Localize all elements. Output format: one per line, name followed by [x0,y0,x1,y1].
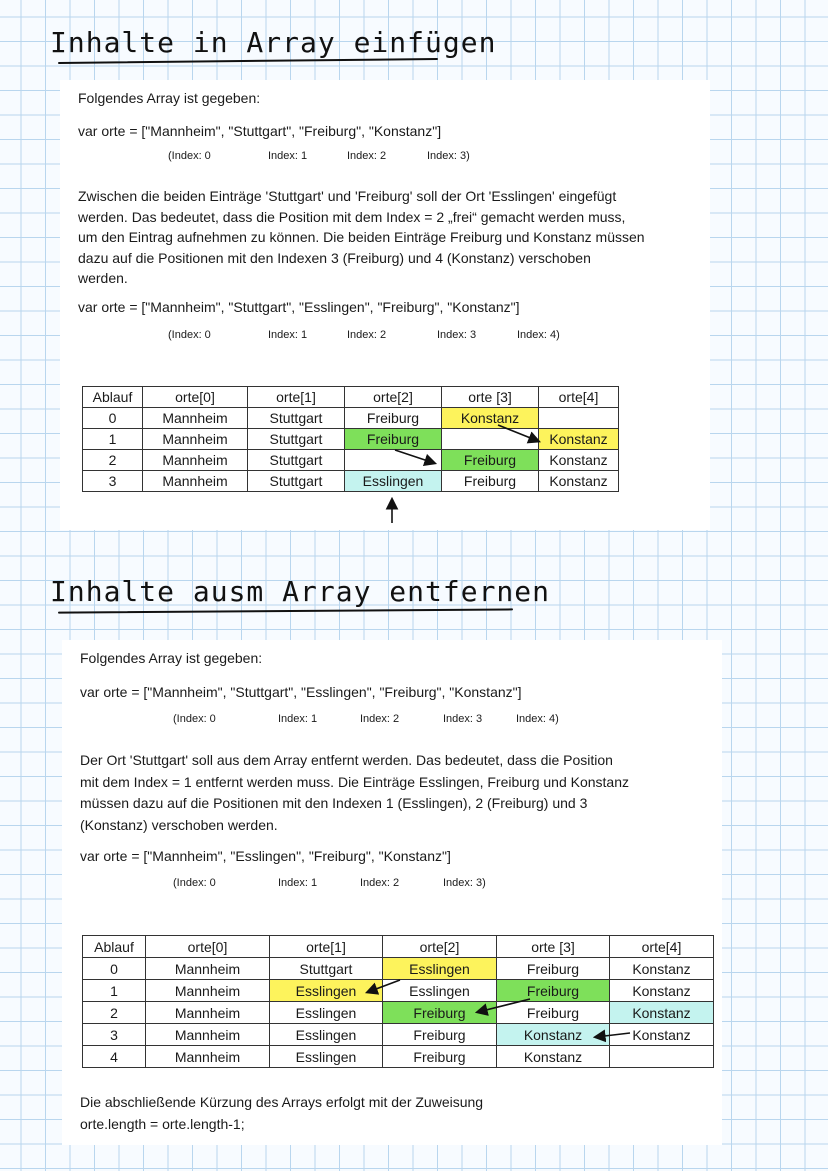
paragraph-line: werden. [78,270,128,286]
table-header-cell: orte[0] [143,387,248,408]
table-cell: Mannheim [146,1024,270,1046]
table-cell: 2 [83,1002,146,1024]
table-cell: Stuttgart [270,958,383,980]
table-header-cell: orte[2] [345,387,442,408]
table-header-cell: orte[1] [248,387,345,408]
table-cell-highlight: Freiburg [497,980,610,1002]
paragraph-line: mit dem Index = 1 entfernt werden muss. Die Einträge Esslingen, Freiburg und Konstanz [80,773,630,790]
table-cell: Mannheim [143,471,248,492]
section1-index-label: (Index: 0 [168,329,211,341]
section1-index-label: Index: 3 [437,329,477,341]
table-cell: 0 [83,958,146,980]
section2-index-label: (Index: 0 [173,877,216,889]
table-header-cell: orte[4] [610,936,714,958]
table-cell: 1 [83,980,146,1002]
section1-index-label: Index: 2 [347,150,387,162]
table-cell: Mannheim [143,450,248,471]
table-header-cell: orte [3] [442,387,539,408]
section2-index-label: Index: 1 [278,713,318,725]
table-cell: 3 [83,471,143,492]
move-arrow-icon [368,980,400,992]
section2-intro: Folgendes Array ist gegeben: [80,650,263,666]
section2-code2: var orte = ["Mannheim", "Esslingen", "Freiburg", "Konstanz"] [80,848,451,864]
table-cell: Mannheim [143,429,248,450]
table-cell-highlight: Konstanz [610,1002,714,1024]
table-cell-highlight: Konstanz [539,429,619,450]
section1-index-label: Index: 1 [268,329,308,341]
table-cell-highlight: Freiburg [442,450,539,471]
table-cell: Konstanz [497,1046,610,1068]
table-cell-highlight: Konstanz [442,408,539,429]
section1-code1: var orte = ["Mannheim", "Stuttgart", "Freiburg", "Konstanz"] [78,123,442,139]
table-cell: Mannheim [143,408,248,429]
table-cell: Esslingen [270,1002,383,1024]
paragraph-line: Zwischen die beiden Einträge 'Stuttgart' und 'Freiburg' soll der Ort 'Esslingen' eingefügt [78,188,617,204]
table-cell: 2 [83,450,143,471]
section1-intro: Folgendes Array ist gegeben: [78,90,261,106]
table-cell: Mannheim [146,958,270,980]
table-cell: Freiburg [497,958,610,980]
section1-index-label: Index: 2 [347,329,387,341]
table-cell-highlight: Freiburg [345,429,442,450]
paragraph-line: (Konstanz) verschoben werden. [80,816,278,833]
section1-index-label: Index: 1 [268,150,308,162]
table-cell: Esslingen [270,1046,383,1068]
paragraph-line: werden. Das bedeutet, dass die Position mit dem Index = 2 „frei“ gemacht werden muss, [78,208,626,225]
section2-heading: Inhalte ausm Array entfernen [50,575,551,608]
paragraph-line: dazu auf die Positionen mit den Indexen 3 (Freiburg) und 4 (Konstanz) verschoben [78,249,591,266]
table-cell: Freiburg [497,1002,610,1024]
table-cell: Stuttgart [248,408,345,429]
table-cell: Freiburg [383,1024,497,1046]
move-arrow-icon [596,1033,630,1037]
table-cell: 3 [83,1024,146,1046]
table-header-cell: orte[2] [383,936,497,958]
table-cell: Konstanz [610,958,714,980]
table-cell: Stuttgart [248,471,345,492]
table-cell: Freiburg [383,1046,497,1068]
table-cell: 4 [83,1046,146,1068]
table-cell: Mannheim [146,1046,270,1068]
table-cell: Konstanz [539,471,619,492]
section2-index-label: Index: 2 [360,713,400,725]
section1-index-label: Index: 3) [427,150,470,162]
table-cell-highlight: Esslingen [345,471,442,492]
table-header-cell: orte [3] [497,936,610,958]
move-arrow-icon [478,999,530,1012]
table-cell: Stuttgart [248,450,345,471]
table-cell: Esslingen [383,980,497,1002]
table-header-cell: orte[1] [270,936,383,958]
paragraph-line: Der Ort 'Stuttgart' soll aus dem Array entfernt werden. Das bedeutet, dass die Position [80,752,613,768]
section2-footer-line2: orte.length = orte.length-1; [80,1116,245,1132]
section2-index-label: (Index: 0 [173,713,216,725]
table-cell: Esslingen [270,1024,383,1046]
table-cell-highlight: Freiburg [383,1002,497,1024]
table-header-cell: Ablauf [83,936,146,958]
table-cell: Konstanz [610,1024,714,1046]
table-cell: Mannheim [146,980,270,1002]
section2-index-label: Index: 3 [443,713,483,725]
table-header-cell: orte[4] [539,387,619,408]
section1-index-label: (Index: 0 [168,150,211,162]
table-cell-highlight: Konstanz [497,1024,610,1046]
table-cell: Konstanz [539,450,619,471]
section2-index-label: Index: 2 [360,877,400,889]
table-header-cell: orte[0] [146,936,270,958]
paragraph-line: müssen dazu auf die Positionen mit den Indexen 1 (Esslingen), 2 (Freiburg) und 3 [80,795,588,811]
section2-index-label: Index: 4) [516,713,559,725]
section2-index-label: Index: 3) [443,877,486,889]
table-cell-highlight: Esslingen [270,980,383,1002]
table-header-cell: Ablauf [83,387,143,408]
table-cell: Konstanz [610,980,714,1002]
table-cell: 1 [83,429,143,450]
section2-index-label: Index: 1 [278,877,318,889]
section2-code1: var orte = ["Mannheim", "Stuttgart", "Esslingen", "Freiburg", "Konstanz"] [80,684,522,700]
section1-index-label: Index: 4) [517,329,560,341]
paragraph-line: um den Eintrag aufnehmen zu können. Die beiden Einträge Freiburg und Konstanz müssen [78,229,645,245]
section2-footer-line1: Die abschließende Kürzung des Arrays erfolgt mit der Zuweisung [80,1094,484,1110]
table-cell: Mannheim [146,1002,270,1024]
table-cell-highlight: Esslingen [383,958,497,980]
table-cell: 0 [83,408,143,429]
section1-heading: Inhalte in Array einfügen [50,26,497,59]
table-cell: Freiburg [442,471,539,492]
section1-code2: var orte = ["Mannheim", "Stuttgart", "Esslingen", "Freiburg", "Konstanz"] [78,299,520,315]
table-cell: Freiburg [345,408,442,429]
table-cell: Stuttgart [248,429,345,450]
